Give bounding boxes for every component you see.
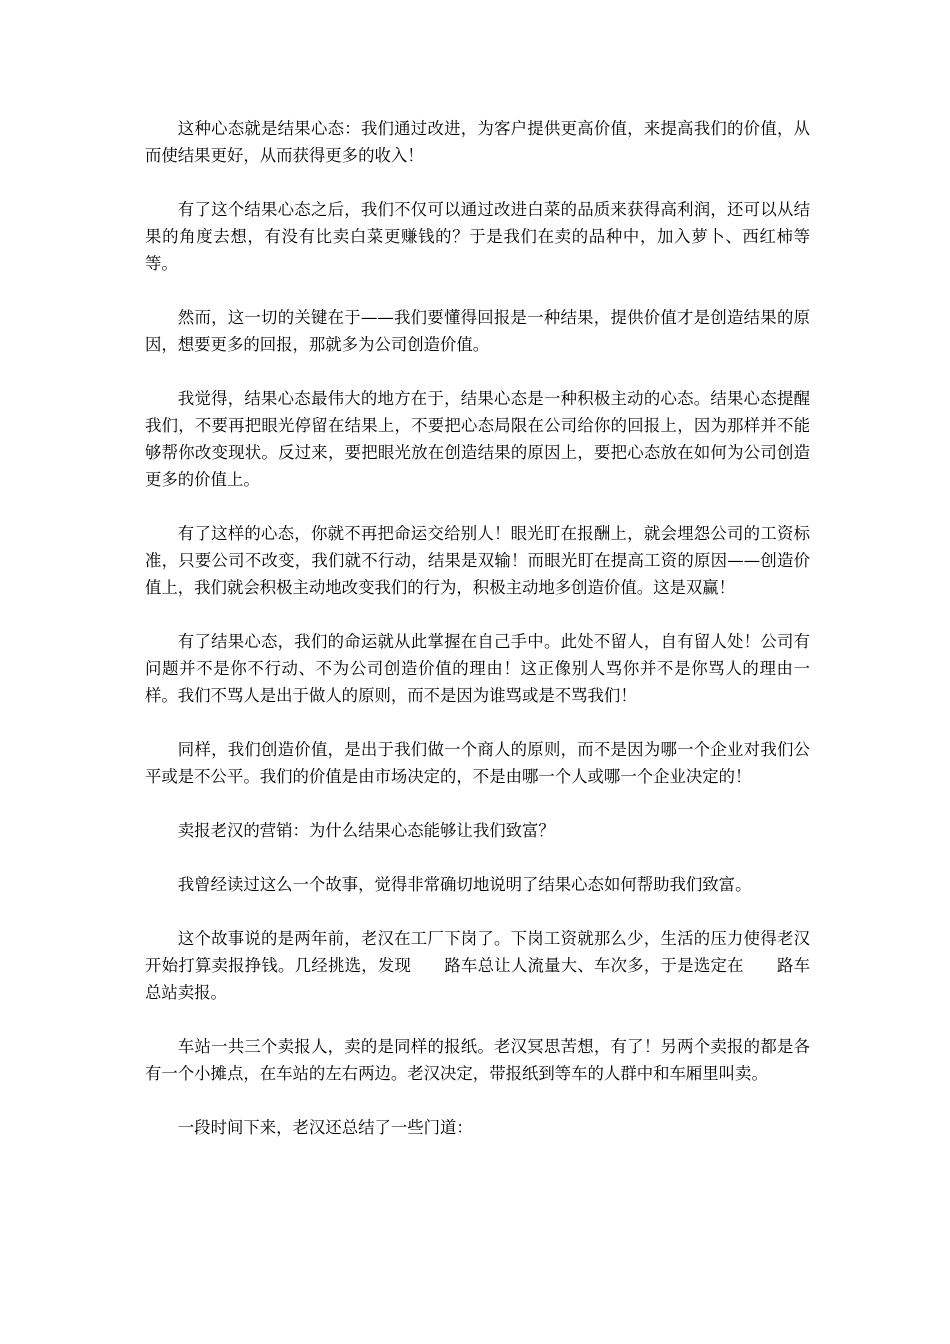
paragraph-5: 有了这样的心态，你就不再把命运交给别人！眼光盯在报酬上，就会埋怨公司的工资标准，只要公司不改变，我们就不行动，结果是双输！而眼光盯在提高工资的原因——创造价值上，我们就会积极主动地改变我们的行为，积极主动地多创造价值。这是双赢！	[145, 524, 810, 597]
paragraph-1: 这种心态就是结果心态：我们通过改进，为客户提供更高价值，来提高我们的价值，从而使结果更好，从而获得更多的收入！	[145, 119, 810, 165]
paragraph-8: 我曾经读过这么一个故事，觉得非常确切地说明了结果心态如何帮助我们致富。	[177, 875, 752, 894]
paragraph-10: 车站一共三个卖报人，卖的是同样的报纸。老汉冥思苦想，有了！另两个卖报的都是各有一个小摊点，在车站的左右两边。老汉决定，带报纸到等车的人群中和车厢里叫卖。	[145, 1037, 810, 1083]
paragraph-3: 然而，这一切的关键在于——我们要懂得回报是一种结果，提供价值才是创造结果的原因，想要更多的回报，那就多为公司创造价值。	[145, 308, 810, 354]
paragraph-7: 同样，我们创造价值，是出于我们做一个商人的原则，而不是因为哪一个企业对我们公平或是不公平。我们的价值是由市场决定的，不是由哪一个人或哪一个企业决定的！	[145, 740, 810, 786]
paragraph-11: 一段时间下来，老汉还总结了一些门道：	[177, 1118, 473, 1137]
paragraph-2: 有了这个结果心态之后，我们不仅可以通过改进白菜的品质来获得高利润，还可以从结果的角度去想，有没有比卖白菜更赚钱的？于是我们在卖的品种中，加入萝卜、西红柿等等。	[145, 200, 810, 273]
document-body	[145, 115, 810, 1141]
section-heading: 卖报老汉的营销：为什么结果心态能够让我们致富？	[177, 821, 555, 840]
paragraph-6: 有了结果心态，我们的命运就从此掌握在自己手中。此处不留人，自有留人处！公司有问题并不是你不行动、不为公司创造价值的理由！这正像别人骂你并不是你骂人的理由一样。我们不骂人是出于做人的原则，而不是因为谁骂或是不骂我们！	[145, 632, 810, 705]
paragraph-4: 我觉得，结果心态最伟大的地方在于，结果心态是一种积极主动的心态。结果心态提醒我们，不要再把眼光停留在结果上，不要把心态局限在公司给你的回报上，因为那样并不能够帮你改变现状。反过来，要把眼光放在创造结果的原因上，要把心态放在如何为公司创造更多的价值上。	[145, 389, 810, 489]
paragraph-9: 这个故事说的是两年前，老汉在工厂下岗了。下岗工资就那么少，生活的压力使得老汉开始打算卖报挣钱。几经挑选，发现 路车总让人流量大、车次多，于是选定在 路车总站卖报。	[145, 929, 810, 1002]
